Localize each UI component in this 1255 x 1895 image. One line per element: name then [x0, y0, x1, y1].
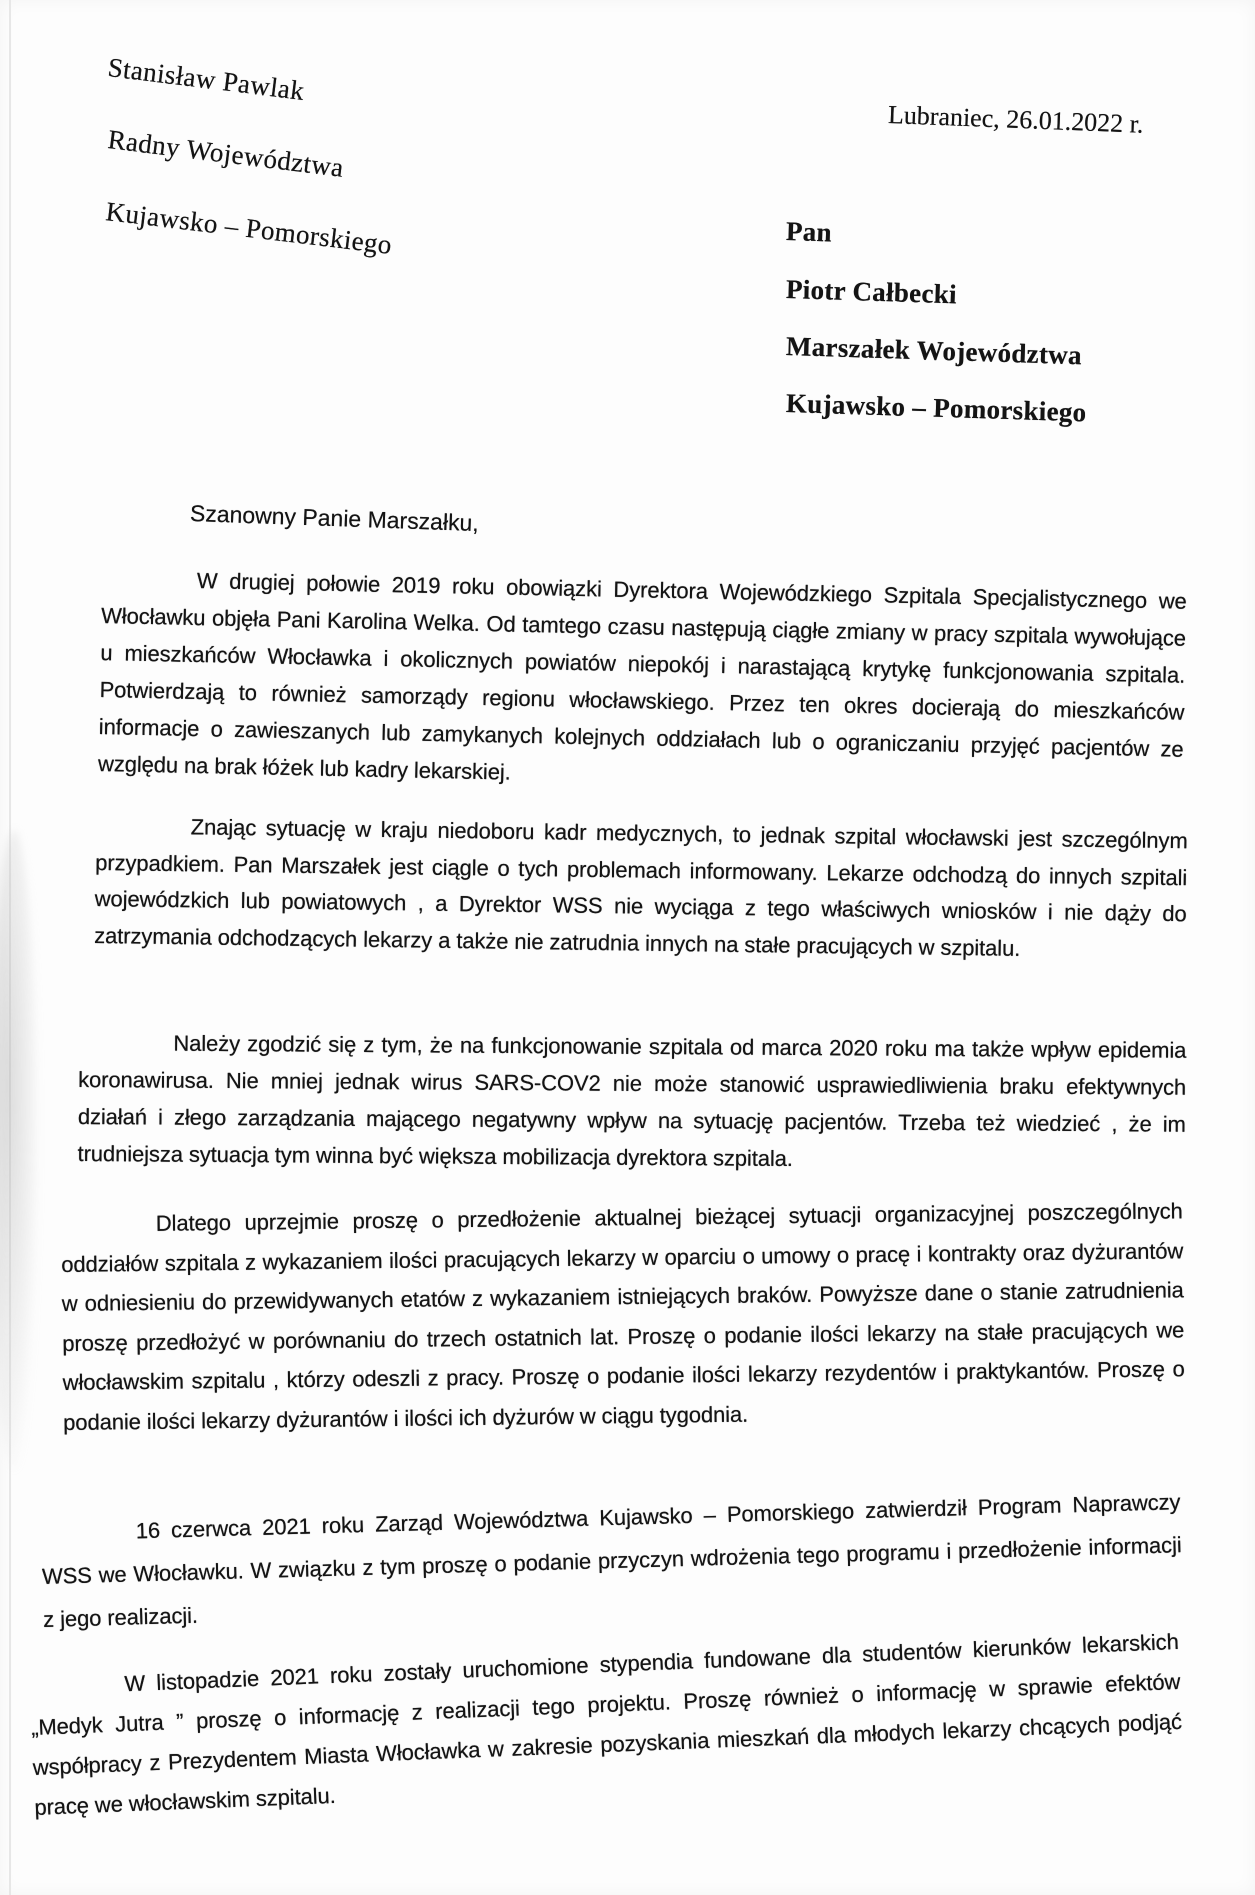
body-paragraph-5: 16 czerwca 2021 roku Zarząd Województwa Kujawsko – Pomorskiego zatwierdził Program Naprawczy WSS we Włocławku. W związku z tym proszę o podanie przyczyn wdrożenia tego programu i przedłożenie informacji z jego realizacji.	[41, 1489, 1182, 1632]
body-paragraph-1: W drugiej połowie 2019 roku obowiązki Dyrektora Wojewódzkiego Szpitala Specjalistycznego we Włocławku objęła Pani Karolina Welka. Od tamtego czasu następują ciągłe zmiany w pracy szpitala wywołujące u mieszkańców Włocławka i okolicznych powiatów niepokój i narastającą krytykę funkcjonowania szpitala. Potwierdzają to również samorządy regionu włocławskiego. Przez ten okres docierają do mieszkańców informacje o zawieszanych lub zamykanych kolejnych oddziałach lub o ograniczaniu przyjęć pacjentów ze względu na brak łóżek lub kadry lekarskiej.	[97, 568, 1187, 785]
body-paragraph-4: Dlatego uprzejmie proszę o przedłożenie aktualnej bieżącej sytuacji organizacyjnej poszczególnych oddziałów szpitala z wykazaniem ilości pracujących lekarzy w oparciu o umowy o pracę i kontrakty oraz dyżurantów w odniesieniu do przewidywanych etatów z wykazaniem istniejących braków. Powyższe dane o stanie zatrudnienia proszę przedłożyć w porównaniu do trzech ostatnich lat. Proszę o podanie ilości lekarzy na stałe pracujących we włocławskim szpitalu , którzy odeszli z pracy. Proszę o podanie ilości lekarzy rezydentów i praktykantów. Proszę o podanie ilości lekarzy dyżurantów i ilości ich dyżurów w ciągu tygodnia.	[61, 1198, 1185, 1435]
scan-artifact-smudge	[0, 830, 38, 1470]
sender-region: Kujawsko – Pomorskiego	[104, 196, 394, 260]
body-paragraph-2: Znając sytuację w kraju niedoboru kadr medycznych, to jednak szpital włocławski jest szczególnym przypadkiem. Pan Marszałek jest ciągle o tych problemach informowany. Lekarze odchodzą do innych szpitali wojewódzkich lub powiatowych , a Dyrektor WSS nie wyciąga z tego właściwych wniosków i nie dąży do zatrzymania odchodzących lekarzy a także nie zatrudnia innych na stałe pracujących w szpitalu.	[94, 814, 1188, 961]
sender-name: Stanisław Pawlak	[106, 52, 307, 106]
recipient-title: Marszałek Województwa	[785, 331, 1083, 371]
sender-title: Radny Województwa	[106, 124, 346, 183]
recipient-name: Piotr Całbecki	[785, 274, 958, 310]
recipient-region: Kujawsko – Pomorskiego	[785, 388, 1087, 428]
body-paragraph-3: Należy zgodzić się z tym, że na funkcjonowanie szpitala od marca 2020 roku ma także wpływ epidemia koronawirusa. Nie mniej jednak wirus SARS-COV2 nie może stanowić usprawiedliwienia braku efektywnych działań i złego zarządzania mającego negatywny wpływ na sytuację pacjentów. Trzeba też wiedzieć , że im trudniejsza sytuacja tym winna być większa mobilizacja dyrektora szpitala.	[77, 1030, 1187, 1171]
place-and-date: Lubraniec, 26.01.2022 r.	[887, 100, 1144, 139]
recipient-honorific: Pan	[785, 216, 833, 248]
salutation: Szanowny Panie Marszałku,	[189, 500, 480, 537]
body-paragraph-6: W listopadzie 2021 roku zostały uruchomione stypendia fundowane dla studentów kierunków lekarskich „Medyk Jutra ” proszę o informację z realizacji tego projektu. Proszę również o informację w sprawie efektów współpracy z Prezydentem Miasta Włocławka w zakresie pozyskania mieszkań dla młodych lekarzy chcących podjąć pracę we włocławskim szpitalu.	[30, 1628, 1183, 1820]
